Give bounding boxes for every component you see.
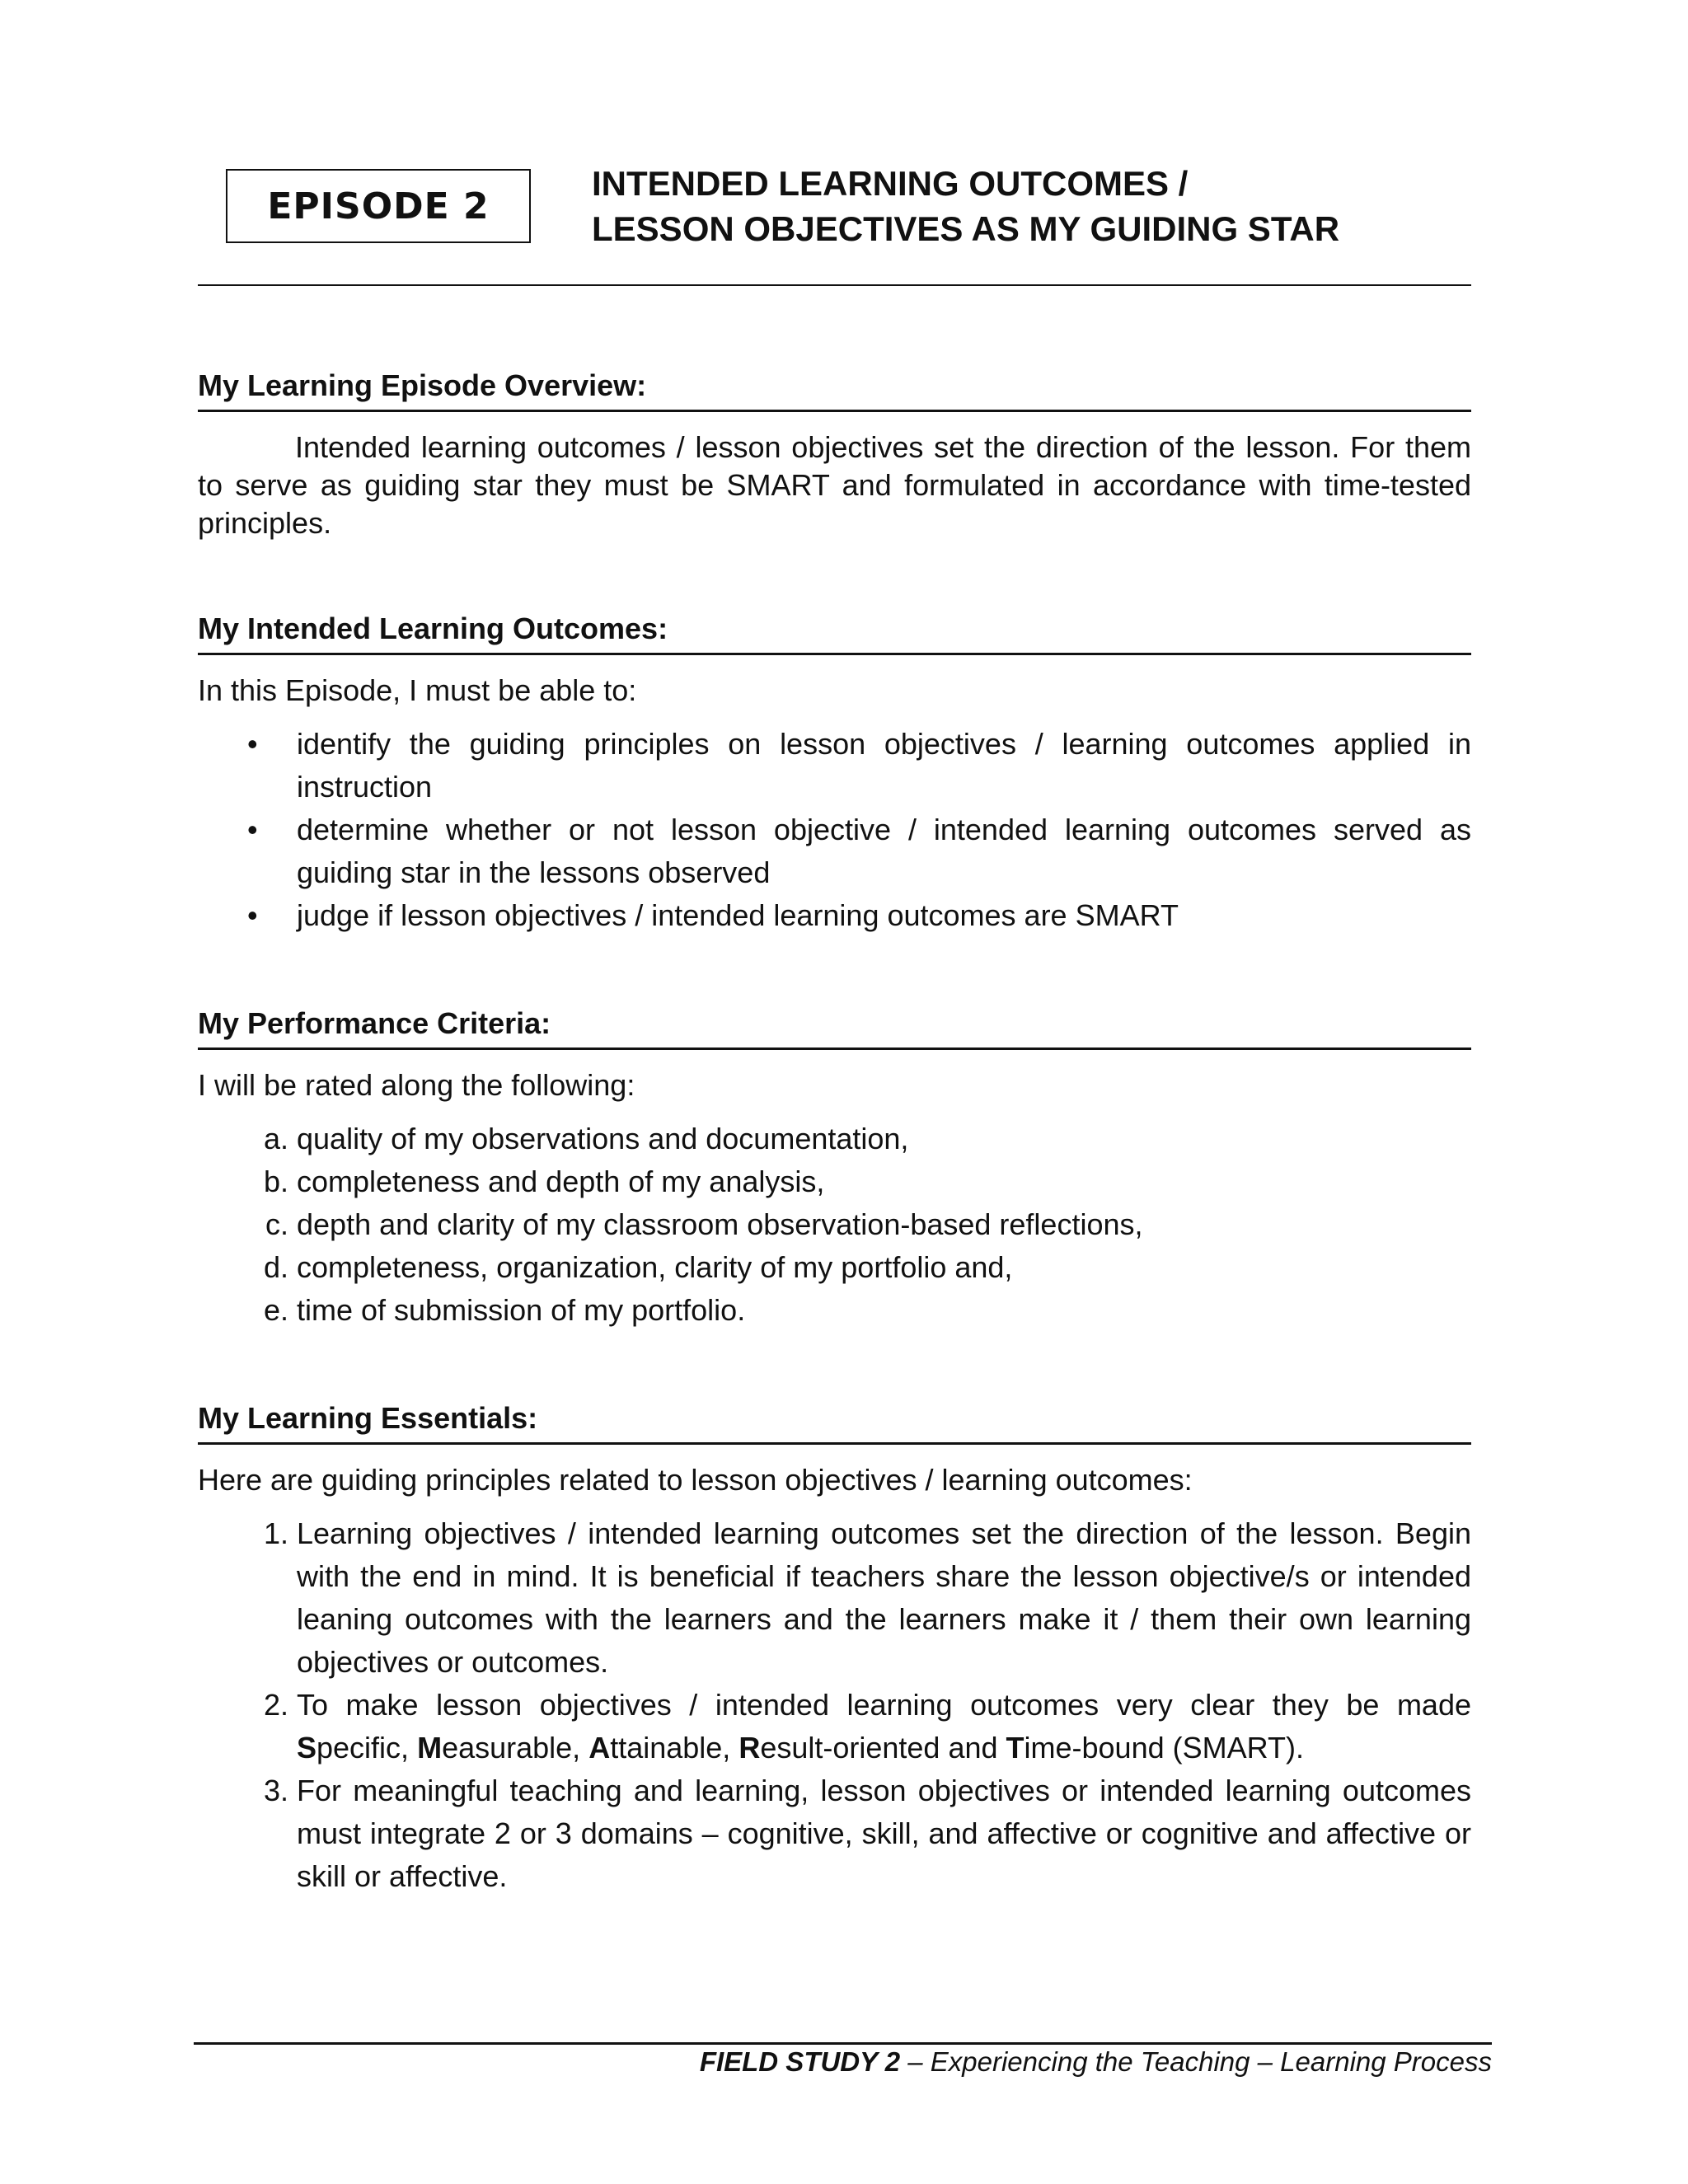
essentials-intro: Here are guiding principles related to lesson objectives / learning outcomes: xyxy=(198,1463,1193,1497)
list-marker: c. xyxy=(265,1207,288,1241)
list-item-text: determine whether or not lesson objective / intended learning outcomes served as guiding star in the lessons observed xyxy=(297,813,1471,889)
list-item-text: Learning objectives / intended learning outcomes set the direction of the lesson. Begin with the end in mind. It is beneficial if teachers share the lesson objective/s or intended leaning outcomes with the learners and the learners make it / them their own learning objectives or outcomes. xyxy=(297,1516,1471,1679)
list-item-text: quality of my observations and documentation, xyxy=(297,1122,909,1155)
overview-text: Intended learning outcomes / lesson objectives set the direction of the lesson. For them to serve as guiding star they must be SMART and formulated in accordance with time-tested principles. xyxy=(198,430,1471,540)
bullet-marker: • xyxy=(247,898,258,932)
header-divider xyxy=(198,284,1471,286)
essentials-list xyxy=(198,1512,1471,1898)
criteria-section xyxy=(198,1005,1471,1332)
list-item xyxy=(198,1203,1471,1246)
list-item xyxy=(198,1289,1471,1332)
list-marker: 2. xyxy=(263,1688,288,1722)
outcomes-list xyxy=(198,723,1471,937)
episode-title-line1: INTENDED LEARNING OUTCOMES / xyxy=(592,164,1189,203)
episode-label: EPISODE 2 xyxy=(226,169,531,243)
list-marker: d. xyxy=(263,1250,288,1284)
list-item xyxy=(198,894,1471,937)
footer-subtitle: – Experiencing the Teaching – Learning Process xyxy=(900,2046,1492,2077)
list-item-text: time of submission of my portfolio. xyxy=(297,1293,746,1327)
list-marker: e. xyxy=(263,1293,288,1327)
overview-section xyxy=(198,367,1471,542)
outcomes-section xyxy=(198,610,1471,937)
list-item xyxy=(198,1512,1471,1684)
essentials-title: My Learning Essentials: xyxy=(198,1399,1471,1445)
list-marker: a. xyxy=(263,1122,288,1155)
criteria-intro: I will be rated along the following: xyxy=(198,1068,635,1102)
list-item xyxy=(198,723,1471,808)
bullet-marker: • xyxy=(247,727,258,761)
list-item-text: completeness, organization, clarity of my portfolio and, xyxy=(297,1250,1013,1284)
criteria-title: My Performance Criteria: xyxy=(198,1005,1471,1050)
page-content xyxy=(198,367,1471,1898)
list-item xyxy=(198,1769,1471,1898)
criteria-list xyxy=(198,1118,1471,1332)
essentials-section xyxy=(198,1399,1471,1898)
list-item xyxy=(198,1160,1471,1203)
episode-title-line2: LESSON OBJECTIVES AS MY GUIDING STAR xyxy=(592,209,1340,248)
overview-title: My Learning Episode Overview: xyxy=(198,367,1471,412)
list-item-text: judge if lesson objectives / intended learning outcomes are SMART xyxy=(297,898,1179,932)
outcomes-intro: In this Episode, I must be able to: xyxy=(198,673,637,707)
list-item xyxy=(198,1246,1471,1289)
footer-divider xyxy=(194,2042,1492,2045)
page-footer xyxy=(700,2046,1492,2078)
footer-course: FIELD STUDY 2 xyxy=(699,2046,901,2077)
episode-title xyxy=(592,161,1339,251)
list-item-text: To make lesson objectives / intended learning outcomes very clear they be made Specific, Measurable, Attainable, Result-oriented and Time-bound (SMART). xyxy=(297,1688,1471,1765)
list-item xyxy=(198,1684,1471,1769)
list-item xyxy=(198,1118,1471,1160)
list-marker: 1. xyxy=(263,1516,288,1550)
list-item xyxy=(198,808,1471,894)
list-item-text: depth and clarity of my classroom observation-based reflections, xyxy=(297,1207,1143,1241)
list-item-text: completeness and depth of my analysis, xyxy=(297,1165,825,1198)
list-item-text: For meaningful teaching and learning, lesson objectives or intended learning outcomes must integrate 2 or 3 domains – cognitive, skill, and affective or cognitive and affective or skill or affective. xyxy=(297,1774,1471,1893)
list-marker: 3. xyxy=(263,1774,288,1807)
list-item-text: identify the guiding principles on lesson objectives / learning outcomes applied in instruction xyxy=(297,727,1471,804)
bullet-marker: • xyxy=(247,813,258,846)
list-marker: b. xyxy=(263,1165,288,1198)
outcomes-title: My Intended Learning Outcomes: xyxy=(198,610,1471,655)
